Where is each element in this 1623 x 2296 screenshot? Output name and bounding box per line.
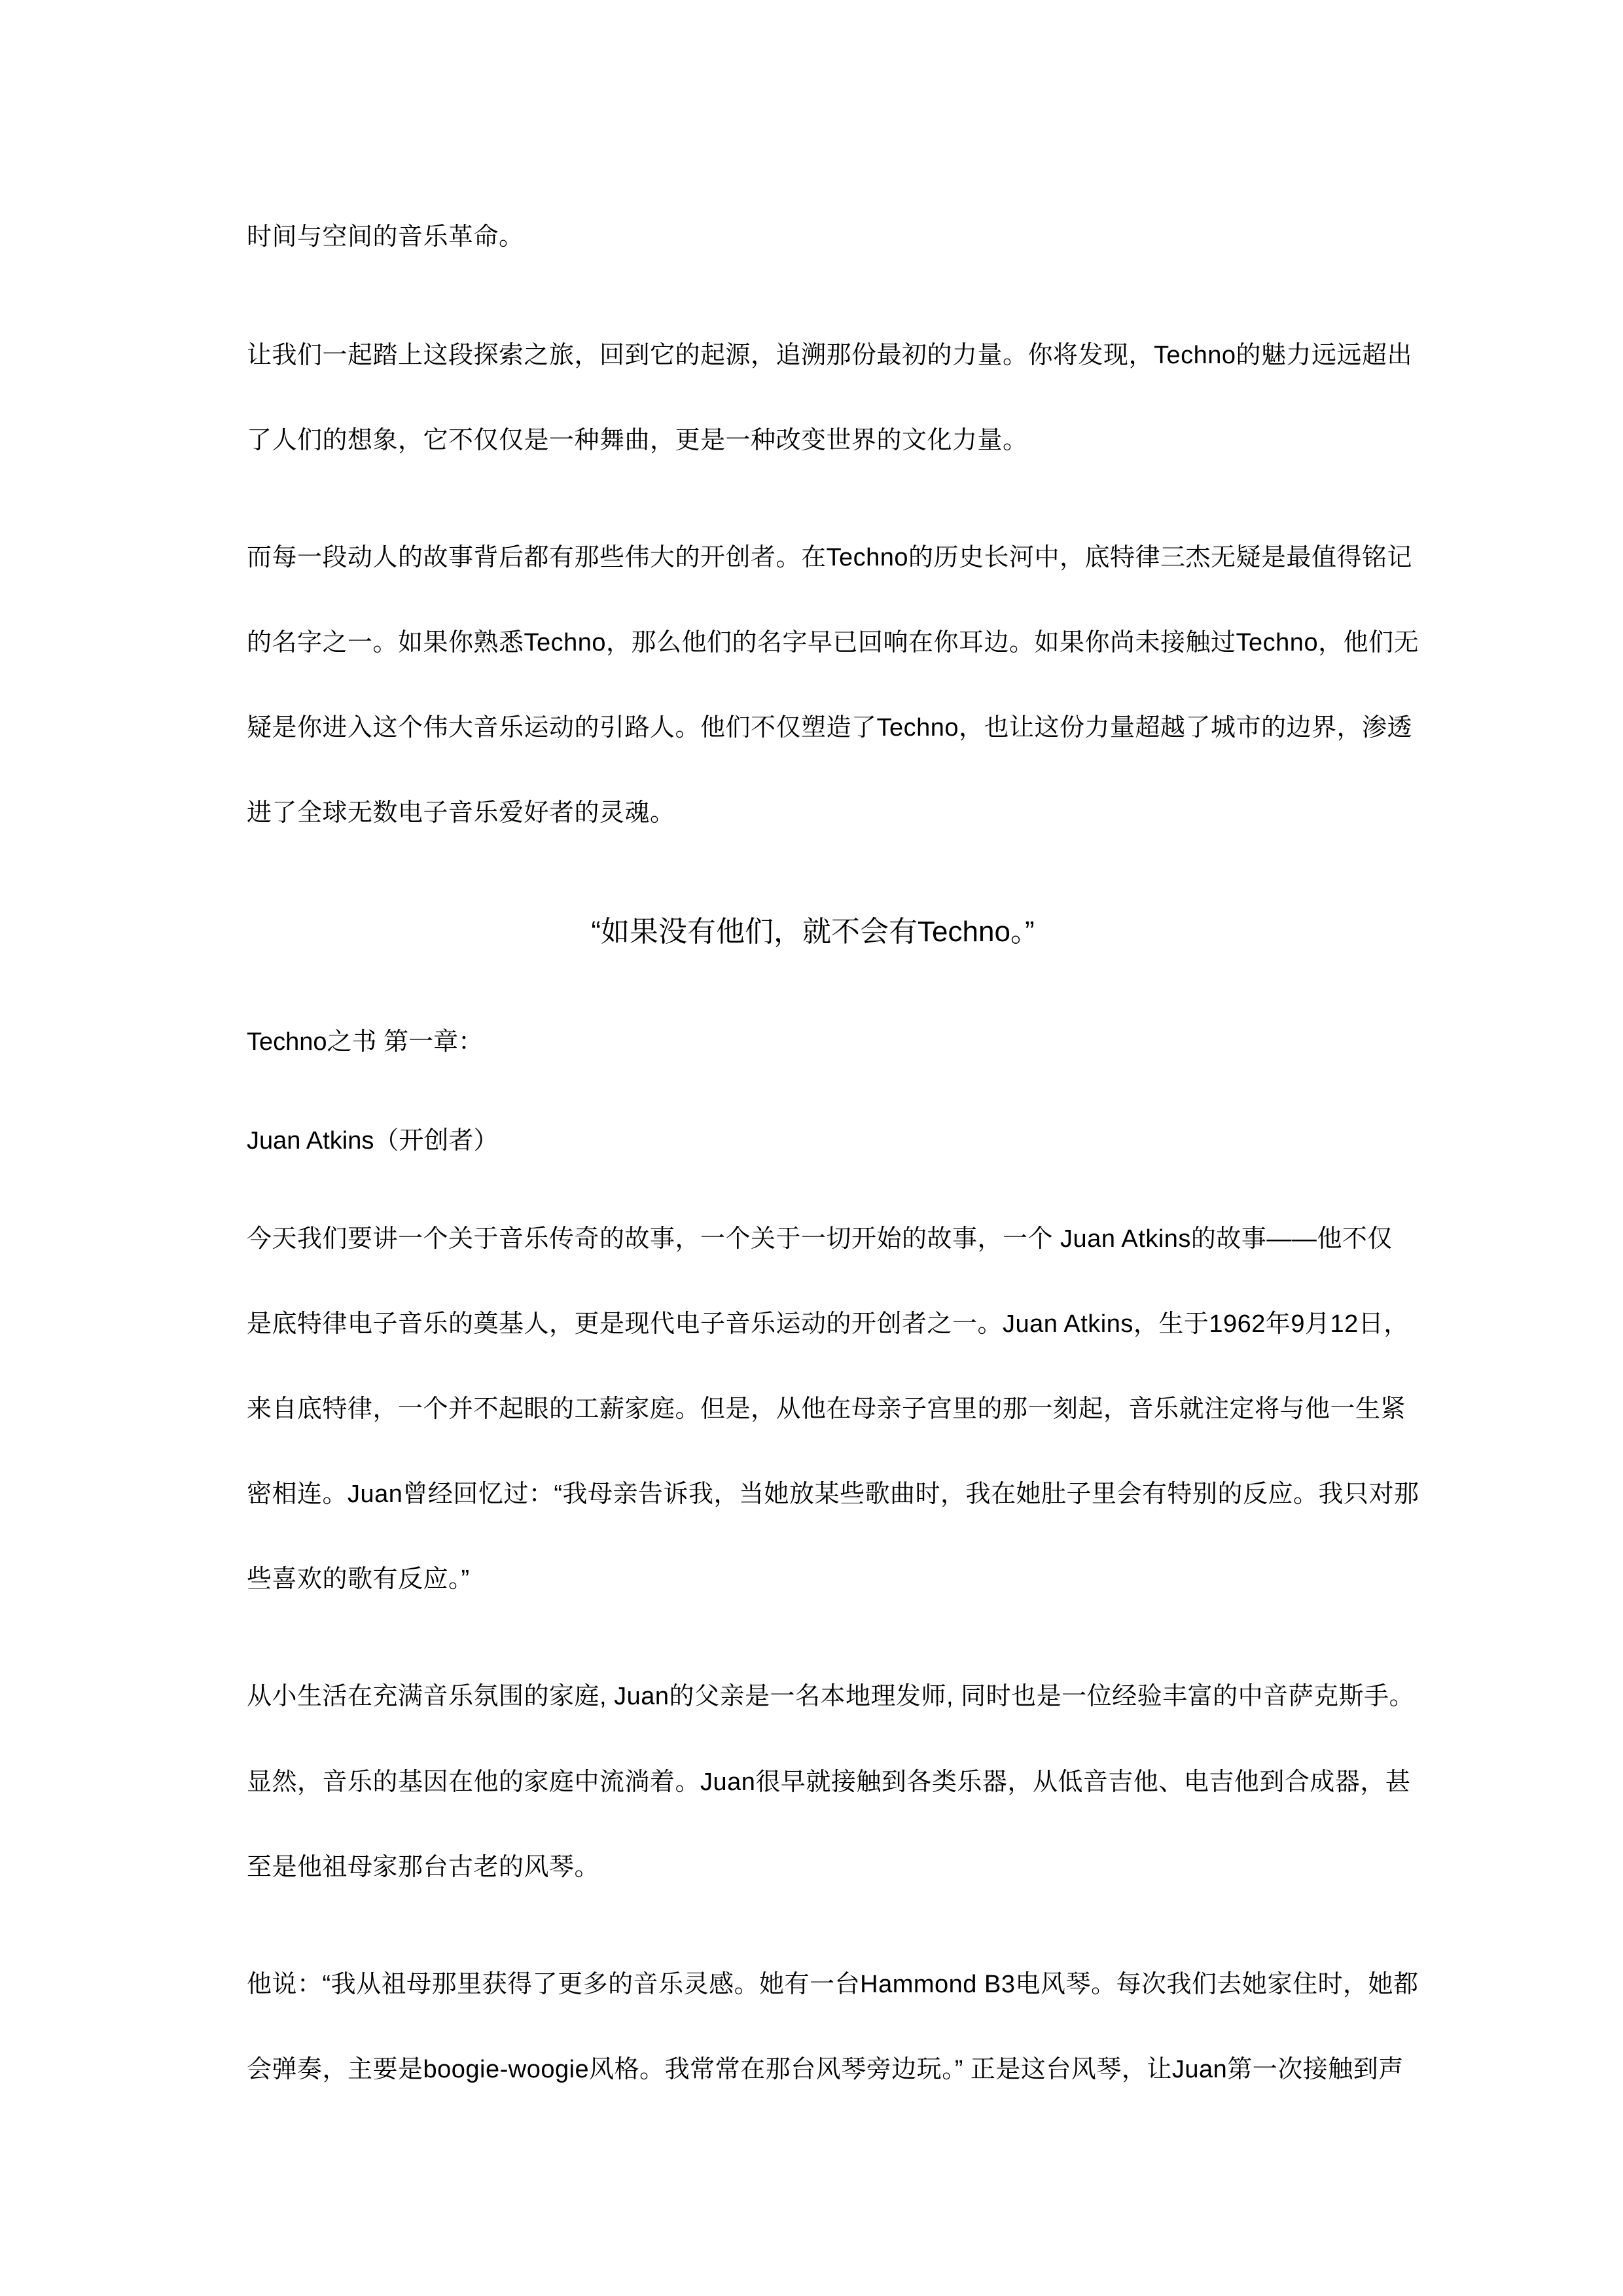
section-heading: Juan Atkins（开创者） [247,1127,499,1155]
paragraph-4-line-3: 来自底特律，一个并不起眼的工薪家庭。但是，从他在母亲子宫里的那一刻起，音乐就注定将与他一生紧 [247,1395,1406,1423]
paragraph-5-line-3: 至是他祖母家那台古老的风琴。 [247,1854,600,1881]
paragraph-3-line-2: 的名字之一。如果你熟悉Techno，那么他们的名字早已回响在你耳边。如果你尚未接触过Techno，他们无 [247,629,1419,656]
paragraph-3-line-1: 而每一段动人的故事背后都有那些伟大的开创者。在Techno的历史长河中，底特律三杰无疑是最值得铭记 [247,544,1413,571]
paragraph-3-line-4: 进了全球无数电子音乐爱好者的灵魂。 [247,799,675,827]
paragraph-2-line-1: 让我们一起踏上这段探索之旅，回到它的起源，追溯那份最初的力量。你将发现，Techno的魅力远远超出 [247,342,1413,369]
paragraph-4-line-2: 是底特律电子音乐的奠基人，更是现代电子音乐运动的开创者之一。Juan Atkins，生于1962年9月12日， [247,1310,1409,1338]
paragraph-6-line-2: 会弹奏，主要是boogie-woogie风格。我常常在那台风琴旁边玩。” 正是这台风琴，让Juan第一次接触到声 [247,2056,1404,2083]
paragraph-3-line-3: 疑是你进入这个伟大音乐运动的引路人。他们不仅塑造了Techno，也让这份力量超越了城市的边界，渗透 [247,714,1413,742]
paragraph-6-line-1: 他说：“我从祖母那里获得了更多的音乐灵感。她有一台Hammond B3电风琴。每次我们去她家住时，她都 [247,1971,1419,1998]
paragraph-4-line-5: 些喜欢的歌有反应。” [247,1566,470,1593]
paragraph-5-line-2: 显然，音乐的基因在他的家庭中流淌着。Juan很早就接触到各类乐器，从低音吉他、电吉他到合成器，甚 [247,1768,1411,1796]
paragraph-2-line-2: 了人们的想象，它不仅仅是一种舞曲，更是一种改变世界的文化力量。 [247,427,1028,454]
paragraph-1-line-1: 时间与空间的音乐革命。 [247,223,524,251]
pull-quote: “如果没有他们，就不会有Techno。” [591,916,1035,948]
paragraph-5-line-1: 从小生活在充满音乐氛围的家庭, Juan的父亲是一名本地理发师, 同时也是一位经验丰富的中音萨克斯手。 [247,1683,1415,1710]
chapter-heading: Techno之书 第一章： [247,1028,484,1056]
paragraph-4-line-1: 今天我们要讲一个关于音乐传奇的故事，一个关于一切开始的故事，一个 Juan Atkins的故事——他不仅 [247,1225,1393,1253]
paragraph-4-line-4: 密相连。Juan曾经回忆过：“我母亲告诉我，当她放某些歌曲时，我在她肚子里会有特别的反应。我只对那 [247,1480,1419,1508]
